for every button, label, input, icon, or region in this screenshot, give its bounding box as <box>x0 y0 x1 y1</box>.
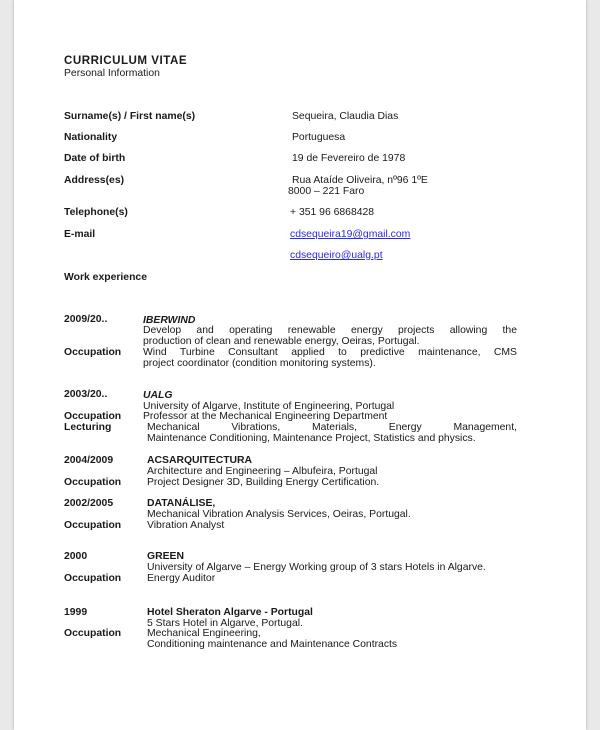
entry-line: University of Algarve, Institute of Engineering, Portugal <box>143 401 395 412</box>
entry-line: Mechanical Vibrations, Materials, Energy Management, <box>147 422 517 433</box>
dob-label: Date of birth <box>64 153 126 164</box>
entry-period: 2009/20.. <box>64 314 108 325</box>
work-experience-heading: Work experience <box>64 272 147 283</box>
entry-line: Architecture and Engineering – Albufeira, Portugal <box>147 466 378 477</box>
entry-period: 2000 <box>64 551 88 562</box>
occupation-label: Occupation <box>64 520 122 531</box>
entry-line: project coordinator (condition monitoring systems). <box>143 358 376 369</box>
occupation-label: Occupation <box>64 628 122 639</box>
entry-line: University of Algarve – Energy Working group of 3 stars Hotels in Algarve. <box>147 562 486 573</box>
entry-employer: DATANÁLISE, <box>147 498 216 509</box>
entry-employer: Hotel Sheraton Algarve - Portugal <box>147 607 313 618</box>
entry-line: Wind Turbine Consultant applied to predictive maintenance, CMS <box>143 347 517 358</box>
entry-period: 2002/2005 <box>64 498 114 509</box>
occupation-label: Occupation <box>64 573 122 584</box>
phone-label: Telephone(s) <box>64 207 128 218</box>
address-line-2: 8000 – 221 Faro <box>288 186 365 197</box>
entry-line: Conditioning maintenance and Maintenance Contracts <box>147 639 398 650</box>
entry-line: Mechanical Engineering, <box>147 628 261 639</box>
dob-value: 19 de Fevereiro de 1978 <box>292 153 406 164</box>
cv-title: CURRICULUM VITAE <box>64 54 188 67</box>
entry-line: Professor at the Mechanical Engineering Department <box>143 411 388 422</box>
phone-value: + 351 96 6868428 <box>290 207 375 218</box>
entry-line: production of clean and renewable energy, Oeiras, Portugal. <box>143 336 420 347</box>
entry-period: 2003/20.. <box>64 389 108 400</box>
entry-employer: UALG <box>143 390 173 401</box>
cv-subtitle: Personal Information <box>64 68 160 79</box>
nationality-value: Portuguesa <box>292 132 346 143</box>
name-label: Surname(s) / First name(s) <box>64 111 196 122</box>
entry-line: 5 Stars Hotel in Algarve, Portugal. <box>147 618 303 629</box>
email-link-1[interactable]: cdsequeira19@gmail.com <box>290 229 411 240</box>
email-label: E-mail <box>64 229 96 240</box>
cv-page <box>14 0 586 730</box>
name-value: Sequeira, Claudia Dias <box>292 111 399 122</box>
entry-line: Develop and operating renewable energy projects allowing the <box>143 325 517 336</box>
occupation-label: Occupation <box>64 411 122 422</box>
entry-employer: ACSARQUITECTURA <box>147 455 253 466</box>
entry-employer: IBERWIND <box>143 315 196 326</box>
entry-employer: GREEN <box>147 551 184 562</box>
address-line-1: Rua Ataíde Oliveira, nº96 1ºE <box>292 175 428 186</box>
entry-period: 1999 <box>64 607 88 618</box>
email-link-2[interactable]: cdsequeiro@ualg.pt <box>290 250 383 261</box>
entry-line: Maintenance Conditioning, Maintenance Project, Statistics and physics. <box>147 433 476 444</box>
entry-line: Vibration Analyst <box>147 520 225 531</box>
entry-line: Energy Auditor <box>147 573 216 584</box>
nationality-label: Nationality <box>64 132 118 143</box>
entry-line: Mechanical Vibration Analysis Services, Oeiras, Portugal. <box>147 509 411 520</box>
entry-period: 2004/2009 <box>64 455 114 466</box>
occupation-label: Occupation <box>64 347 122 358</box>
occupation-label: Occupation <box>64 477 122 488</box>
entry-line: Project Designer 3D, Building Energy Certification. <box>147 477 380 488</box>
lecturing-label: Lecturing <box>64 422 112 433</box>
address-label: Address(es) <box>64 175 125 186</box>
